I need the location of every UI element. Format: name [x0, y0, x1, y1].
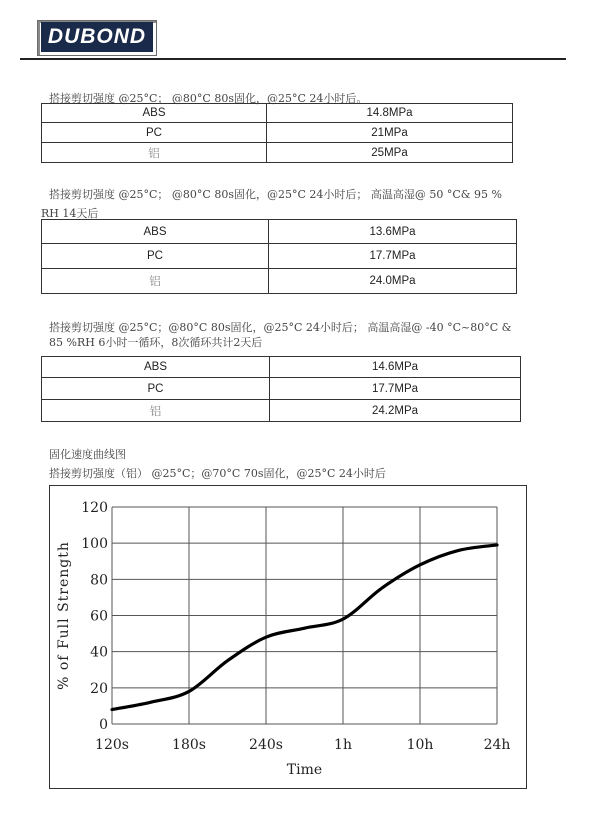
section2-heading-line1: 搭接剪切强度 @25°C； @80°C 80s固化，@25°C 24小时后； 高温高湿@ 50 °C& 95 %	[49, 188, 503, 201]
x-tick-label: 24h	[483, 737, 511, 753]
section3-heading-line1: 搭接剪切强度 @25°C；@80°C 80s固化，@25°C 24小时后； 高温高湿@ -40 °C~80°C &	[49, 321, 512, 334]
table-cell: PC	[42, 378, 270, 400]
table-cell: ABS	[42, 357, 270, 378]
section1-table	[41, 103, 513, 163]
x-tick-label: 180s	[172, 737, 206, 753]
section2-table	[41, 219, 517, 294]
table-cell: 24.0MPa	[269, 269, 517, 294]
table-cell: 25MPa	[267, 143, 513, 163]
logo-text: DUBOND	[41, 22, 153, 52]
y-tick-label: 80	[90, 572, 108, 589]
section3-heading-line2: 85 %RH 6小时一循环，8次循环共计2天后	[49, 336, 263, 349]
x-tick-label: 1h	[334, 737, 352, 753]
table-cell: 24.2MPa	[270, 400, 521, 422]
table-cell: 14.8MPa	[267, 104, 513, 123]
chart-section-subtitle: 搭接剪切强度（铝） @25°C；@70°C 70s固化，@25°C 24小时后	[49, 467, 386, 480]
table-cell: 铝	[42, 400, 270, 422]
header-divider	[20, 58, 566, 60]
table-cell: ABS	[42, 220, 269, 244]
table-cell: 21MPa	[267, 123, 513, 143]
table-cell: 17.7MPa	[269, 244, 517, 269]
section2-heading-line2: RH 14天后	[41, 207, 99, 220]
y-tick-label: 60	[90, 608, 108, 625]
section3-table	[41, 356, 521, 422]
chart-section-title: 固化速度曲线图	[49, 448, 126, 461]
table-cell: 14.6MPa	[270, 357, 521, 378]
x-tick-label: 120s	[95, 737, 129, 753]
table-cell: 铝	[42, 269, 269, 294]
y-tick-label: 20	[90, 680, 108, 697]
y-tick-label: 120	[81, 500, 108, 516]
x-tick-label: 240s	[249, 737, 283, 753]
chart-frame	[49, 485, 527, 789]
table-cell: 13.6MPa	[269, 220, 517, 244]
section1-heading: 搭接剪切强度 @25°C； @80°C 80s固化，@25°C 24小时后。	[49, 92, 368, 105]
table-cell: 铝	[42, 143, 267, 163]
cure-speed-chart	[50, 486, 526, 788]
y-tick-label: 40	[90, 644, 108, 661]
table-cell: 17.7MPa	[270, 378, 521, 400]
y-tick-label: 100	[81, 536, 108, 553]
y-tick-label: 0	[99, 717, 108, 733]
table-cell: PC	[42, 244, 269, 269]
strength-curve	[112, 545, 497, 710]
x-tick-label: 10h	[406, 737, 434, 753]
y-axis-label: % of Full Strength	[56, 541, 72, 690]
table-cell: PC	[42, 123, 267, 143]
dubond-logo	[37, 20, 157, 56]
x-axis-label: Time	[286, 762, 323, 778]
table-cell: ABS	[42, 104, 267, 123]
